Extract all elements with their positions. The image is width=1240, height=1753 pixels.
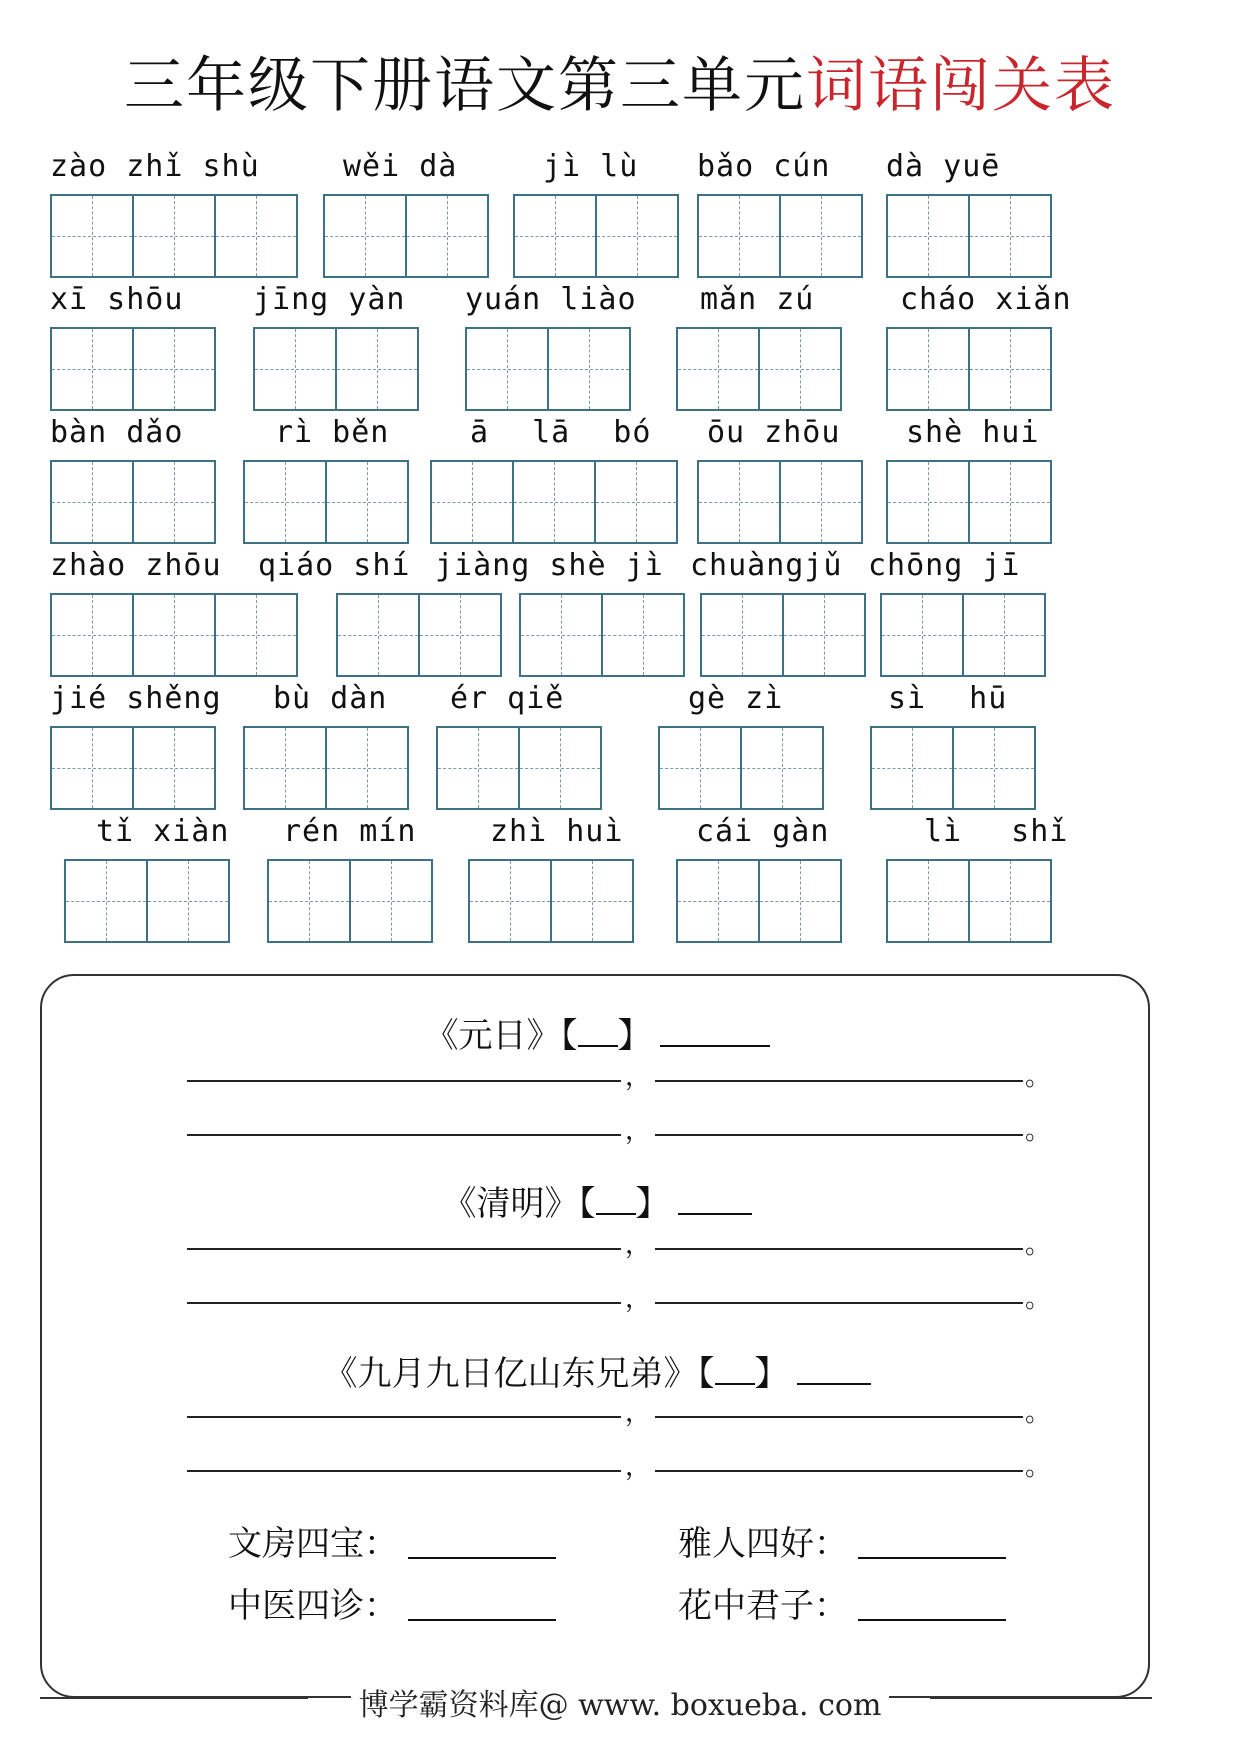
pinyin-label: jiàng shè jì [435,548,664,583]
word-item [697,416,863,544]
char-boxes[interactable] [50,194,298,278]
word-item [886,283,1072,411]
pinyin-label: shè hui [906,415,1040,450]
footer-watermark: 博学霸资料库@ www. boxueba. com [0,1680,1240,1724]
char-boxes[interactable] [886,194,1052,278]
char-boxes[interactable] [697,194,863,278]
pinyin-label: chōng jī [868,548,1021,583]
pinyin-label: mǎn zú [700,282,815,317]
char-boxes[interactable] [700,593,866,677]
fact-wenfang: 文房四宝： [228,1516,556,1565]
word-item [513,150,679,278]
pinyin-label: zhì huì [490,814,624,849]
pinyin-label: gè zì [688,681,784,716]
char-boxes[interactable] [436,726,602,810]
pinyin-label: bǎo cún [697,149,831,184]
word-item [690,549,866,677]
word-item [676,815,842,943]
word-item [870,682,1036,810]
poem-line[interactable]: ， 。 [187,1216,1087,1256]
fact-zhongyi: 中医四诊： [228,1578,556,1627]
pinyin-label: sì hū [888,681,1008,716]
word-item [50,416,216,544]
char-boxes[interactable] [64,859,230,943]
word-item [253,283,419,411]
word-item [430,416,678,544]
poem-line[interactable]: ， 。 [187,1384,1087,1424]
char-boxes[interactable] [430,460,678,544]
char-boxes[interactable] [676,327,842,411]
char-boxes[interactable] [50,593,298,677]
word-item [64,815,230,943]
word-item [50,150,298,278]
word-item [50,682,222,810]
char-boxes[interactable] [50,327,216,411]
pinyin-label: tǐ xiàn [96,814,230,849]
poem-line[interactable]: ， 。 [187,1438,1087,1478]
poem-title-jiuyue: 《九月九日亿山东兄弟》【 】 [42,1346,1152,1395]
poem-title-yuanri: 《元日》【 】 [42,1008,1152,1057]
fact-huazhong: 花中君子： [678,1578,1006,1627]
word-item [886,815,1068,943]
char-boxes[interactable] [870,726,1036,810]
word-item [468,815,634,943]
pinyin-label: chuàngjǔ [690,548,843,583]
pinyin-label: qiáo shí [258,548,411,583]
pinyin-label: xī shōu [50,282,184,317]
word-item [267,815,433,943]
char-boxes[interactable] [886,327,1072,411]
pinyin-label: jīng yàn [253,282,406,317]
char-boxes[interactable] [658,726,824,810]
pinyin-label: yuán liào [465,282,637,317]
char-boxes[interactable] [50,460,216,544]
char-boxes[interactable] [519,593,685,677]
pinyin-label: rì běn [275,415,390,450]
fact-blank[interactable] [858,1589,1006,1621]
char-boxes[interactable] [253,327,419,411]
word-item [50,283,216,411]
title-highlight: 词语闯关表 [806,51,1116,121]
word-item [243,416,409,544]
pinyin-label: cái gàn [696,814,830,849]
word-item [868,549,1046,677]
pinyin-label: dà yuē [886,149,1001,184]
char-boxes[interactable] [468,859,634,943]
word-item [323,150,489,278]
poem-line[interactable]: ， 。 [187,1102,1087,1142]
poem-panel [40,974,1150,1698]
fact-blank[interactable] [408,1589,556,1621]
pinyin-label: ā lā bó [470,415,652,450]
word-item [465,283,637,411]
char-boxes[interactable] [513,194,679,278]
word-item [676,283,842,411]
poem-line[interactable]: ， 。 [187,1270,1087,1310]
char-boxes[interactable] [886,460,1052,544]
pinyin-label: rén mín [283,814,417,849]
char-boxes[interactable] [465,327,637,411]
pinyin-label: ér qiě [450,681,565,716]
dynasty-blank[interactable] [678,1213,752,1215]
word-item [886,150,1052,278]
pinyin-label: ōu zhōu [707,415,841,450]
fact-blank[interactable] [858,1527,1006,1559]
pinyin-label: cháo xiǎn [900,282,1072,317]
word-item [243,682,409,810]
word-item [658,682,824,810]
pinyin-label: wěi dà [343,149,458,184]
word-item [436,682,602,810]
pinyin-label: jié shěng [50,681,222,716]
fact-yaren: 雅人四好： [678,1516,1006,1565]
char-boxes[interactable] [880,593,1046,677]
char-boxes[interactable] [697,460,863,544]
pinyin-label: bàn dǎo [50,415,184,450]
author-blank[interactable] [596,1213,636,1215]
word-item [886,416,1052,544]
char-boxes[interactable] [267,859,433,943]
pinyin-label: bù dàn [273,681,388,716]
title-main: 三年级下册语文第三单元 [124,51,806,121]
char-boxes[interactable] [676,859,842,943]
pinyin-label: zhào zhōu [50,548,222,583]
poem-line[interactable]: ， 。 [187,1048,1087,1088]
author-blank[interactable] [578,1045,618,1047]
pinyin-label: jì lù [543,149,639,184]
pinyin-label: zào zhǐ shù [50,149,260,184]
char-boxes[interactable] [323,194,489,278]
word-item [697,150,863,278]
poem-title-qingming: 《清明》【 】 [42,1176,1152,1225]
fact-blank[interactable] [408,1527,556,1559]
dynasty-blank[interactable] [660,1045,770,1047]
char-boxes[interactable] [243,726,409,810]
char-boxes[interactable] [50,726,222,810]
char-boxes[interactable] [243,460,409,544]
word-item [435,549,685,677]
char-boxes[interactable] [886,859,1068,943]
pinyin-label: lì shǐ [924,814,1069,849]
page-title [0,38,1240,124]
